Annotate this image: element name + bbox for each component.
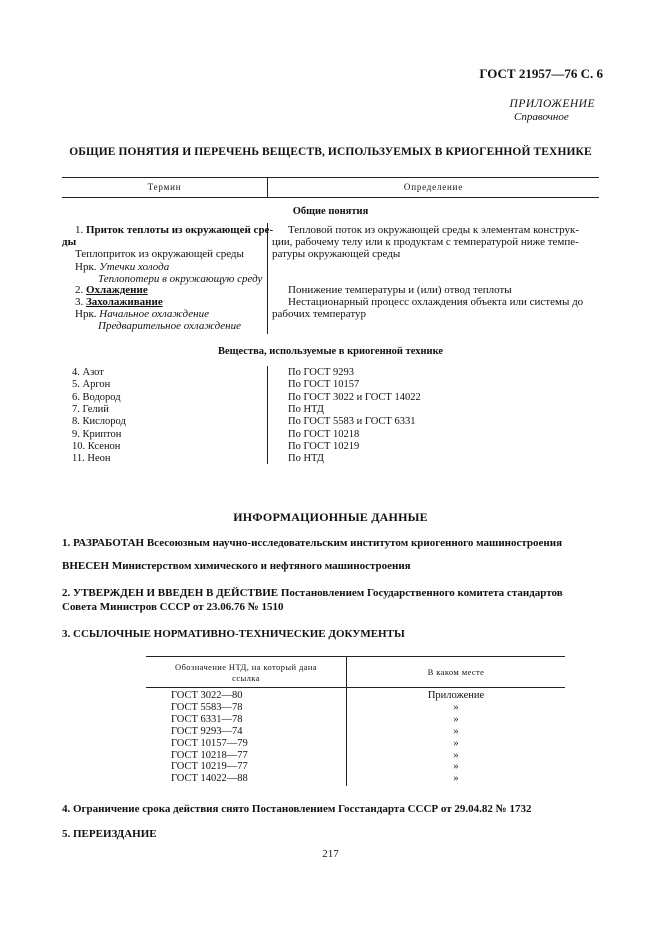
ref-doc: ГОСТ 10157—79 [171,737,248,749]
info-references-heading: 3. ССЫЛОЧНЫЕ НОРМАТИВНО-ТЕХНИЧЕСКИЕ ДОКУМЕНТЫ [62,628,405,640]
definition-3-line-1: Нестационарный процесс охлаждения объекта или системы до [288,296,584,308]
ref-doc: ГОСТ 10218—77 [171,749,248,761]
ref-doc: ГОСТ 9293—74 [171,725,243,737]
substance-name: 5. Аргон [72,379,111,391]
info-developed: 1. РАЗРАБОТАН Всесоюзным научно-исследовательским институтом криогенного машиностроения [62,537,563,549]
term-1-nonrecommended [75,261,169,274]
term-1-nrk-1: Утечки холода [99,261,170,273]
column-header-definition: Определение [403,182,464,192]
column-header-term: Термин [147,182,182,192]
section-substances: Вещества, используемые в криогенной технике [217,346,444,357]
substance-reference: По НТД [288,403,324,415]
nrk-prefix: Нрк. [75,308,97,320]
ref-col-header-1-line-2: ссылка [232,673,260,683]
term-3-nrk-1: Начальное охлаждение [99,308,209,320]
ref-place: » [453,725,459,737]
definition-1-line-1: Тепловой поток из окружающей среды к элементам конструк- [288,224,580,236]
section-general-concepts: Общие понятия [292,206,369,217]
appendix-type: Справочное [514,111,569,123]
substance-name: 6. Водород [72,391,121,403]
appendix-label: ПРИЛОЖЕНИЕ [509,98,595,110]
ref-place: » [453,701,459,713]
ref-place: » [453,737,459,749]
page-title: ОБЩИЕ ПОНЯТИЯ И ПЕРЕЧЕНЬ ВЕЩЕСТВ, ИСПОЛЬЗУЕМЫХ В КРИОГЕННОЙ ТЕХНИКЕ [69,146,592,158]
info-introduced: ВНЕСЕН Министерством химического и нефтяного машиностроения [62,560,411,572]
substance-name: 4. Азот [72,367,104,378]
term-2-heading [75,284,148,297]
ref-table-top-rule [146,656,565,657]
ref-place: Приложение [427,690,485,701]
term-3-nonrecommended [75,308,209,321]
table-top-rule [62,177,599,178]
term-3-nrk-2: Предварительное охлаждение [98,320,242,332]
substance-reference: По ГОСТ 9293 [288,367,355,378]
ref-col-header-2: В каком месте [427,667,485,677]
definition-1-line-2: ции, рабочему телу или к продуктам с температурой ниже темпе- [272,236,579,248]
substance-reference: По ГОСТ 3022 и ГОСТ 14022 [288,391,421,403]
substance-reference: По ГОСТ 10218 [288,428,360,440]
table-header-rule [62,197,599,198]
page-number: 217 [322,848,339,860]
substance-name: 11. Неон [72,453,111,465]
term-2-number: 2. [75,284,84,296]
definition-2: Понижение температуры и (или) отвод теплоты [288,284,512,296]
ref-place: » [453,749,459,761]
substance-name: 8. Кислород [72,416,126,428]
term-1-title-cont: ды [62,236,77,248]
term-3-heading [75,296,163,309]
nrk-prefix: Нрк. [75,261,97,273]
term-2-title: Охлаждение [86,284,148,296]
info-approved-line-2: Совета Министров СССР от 23.06.76 № 1510 [62,601,284,613]
term-1-title: Приток теплоты из окружающей сре- [86,224,274,236]
ref-doc: ГОСТ 5583—78 [171,701,243,713]
ref-doc: ГОСТ 14022—88 [171,773,248,785]
ref-doc: ГОСТ 6331—78 [171,713,243,725]
term-1-number: 1. [75,224,84,236]
substance-name: 7. Гелий [72,403,109,415]
info-reissue: 5. ПЕРЕИЗДАНИЕ [62,828,157,840]
ref-doc: ГОСТ 10219—77 [171,761,248,773]
term-3-number: 3. [75,296,84,308]
table-column-divider-2 [267,366,268,464]
term-1-heading [75,224,273,237]
term-1-nrk-2: Теплопотери в окружающую среду [98,273,263,285]
substance-name: 10. Ксенон [72,440,121,452]
definition-3-line-2: рабочих температур [272,308,367,320]
substance-reference: По НТД [288,453,324,465]
substance-name: 9. Криптон [72,428,122,440]
info-approved-line-1: 2. УТВЕРЖДЕН И ВВЕДЕН В ДЕЙСТВИЕ Постановлением Государственного комитета стандартов [62,587,563,599]
ref-place: » [453,773,459,785]
substance-reference: По ГОСТ 10157 [288,379,360,391]
ref-table-header-rule [146,687,565,688]
ref-doc: ГОСТ 3022—80 [171,690,243,701]
substance-reference: По ГОСТ 10219 [288,440,360,452]
definition-1-line-3: ратуры окружающей среды [272,248,401,260]
info-title: ИНФОРМАЦИОННЫЕ ДАННЫЕ [233,510,428,524]
ref-col-header-1-line-1: Обозначение НТД, на который дана [175,662,317,672]
term-3-title: Захолаживание [86,296,163,308]
ref-place: » [453,761,459,773]
substance-reference: По ГОСТ 5583 и ГОСТ 6331 [288,416,416,428]
table-column-divider [267,223,268,334]
ref-place: » [453,713,459,725]
info-limitation: 4. Ограничение срока действия снято Постановлением Госстандарта СССР от 29.04.82 № 1732 [62,803,532,815]
document-code: ГОСТ 21957—76 С. 6 [479,66,603,81]
ref-col-header-1 [146,662,346,684]
term-1-synonym: Теплоприток из окружающей среды [75,248,244,260]
